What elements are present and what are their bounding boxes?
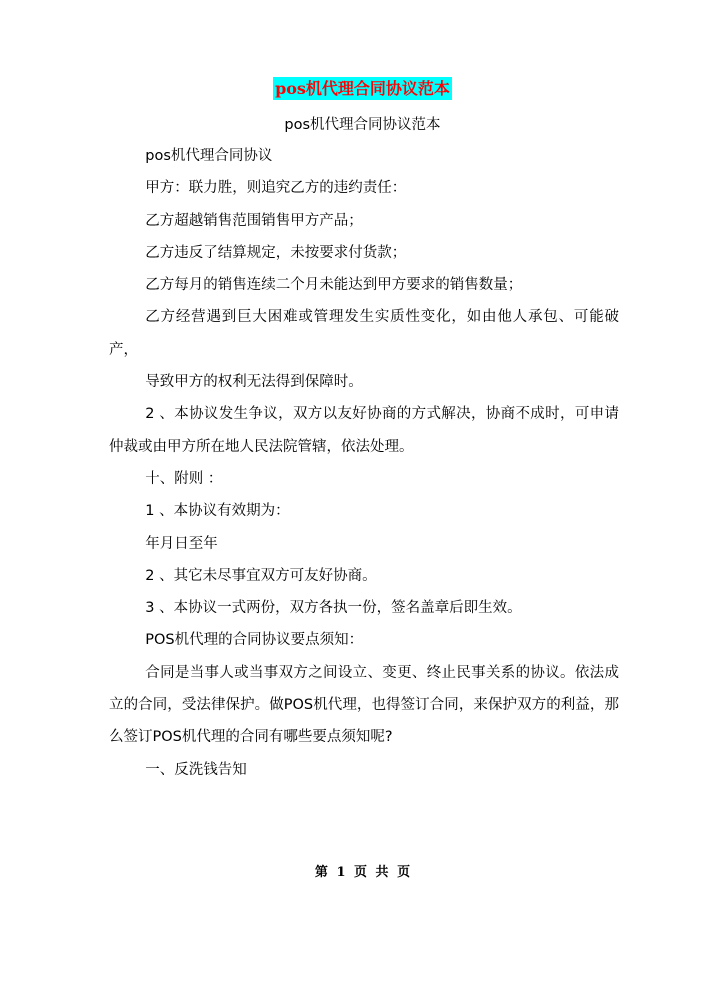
page-title [0, 64, 725, 102]
paragraph-breach-5: 导致甲方的权利无法得到保障时。 [145, 374, 363, 391]
paragraph-term: 1 、本协议有效期为： [145, 503, 290, 520]
paragraph-dispute: 2 、本协议发生争议，双方以友好协商的方式解决，协商不成时，可申请仲裁或由甲方所在地人民法院管辖，依法处理。 [109, 406, 619, 455]
paragraph-agreement-name: pos机代理合同协议 [145, 148, 273, 164]
paragraph-date-range: 年月日至年 [145, 535, 218, 552]
page-title-text: pos机代理合同协议范本 [275, 79, 450, 98]
paragraph-contract-intro: 合同是当事人或当事双方之间设立、变更、终止民事关系的协议。依法成立的合同，受法律保护。做POS机代理，也得签订合同，来保护双方的利益，那么签订POS机代理的合同有哪些要点须知呢? [109, 664, 619, 746]
paragraph-party-a: 甲方：联力胜，则追究乙方的违约责任： [145, 180, 407, 197]
paragraph-breach-4: 乙方经营遇到巨大困难或管理发生实质性变化，如由他人承包、可能破产， [109, 309, 619, 358]
paragraph-other-matters: 2 、其它未尽事宜双方可友好协商。 [145, 567, 377, 584]
paragraph-copies: 3 、本协议一式两份，双方各执一份，签名盖章后即生效。 [145, 600, 522, 617]
page-footer: 第 1 页 共 页 [314, 865, 411, 880]
paragraph-breach-2: 乙方违反了结算规定，未按要求付货款； [145, 244, 407, 261]
paragraph-breach-1: 乙方超越销售范围销售甲方产品； [145, 212, 363, 229]
paragraph-section-heading: 十、附则 ： [145, 470, 223, 487]
paragraph-aml-heading: 一、反洗钱告知 [145, 761, 247, 778]
document-subtitle: pos机代理合同协议范本 [284, 117, 441, 133]
document-body [109, 140, 619, 786]
paragraph-notes-heading: POS机代理的合同协议要点须知： [145, 632, 364, 649]
paragraph-breach-3: 乙方每月的销售连续二个月未能达到甲方要求的销售数量； [145, 277, 523, 294]
